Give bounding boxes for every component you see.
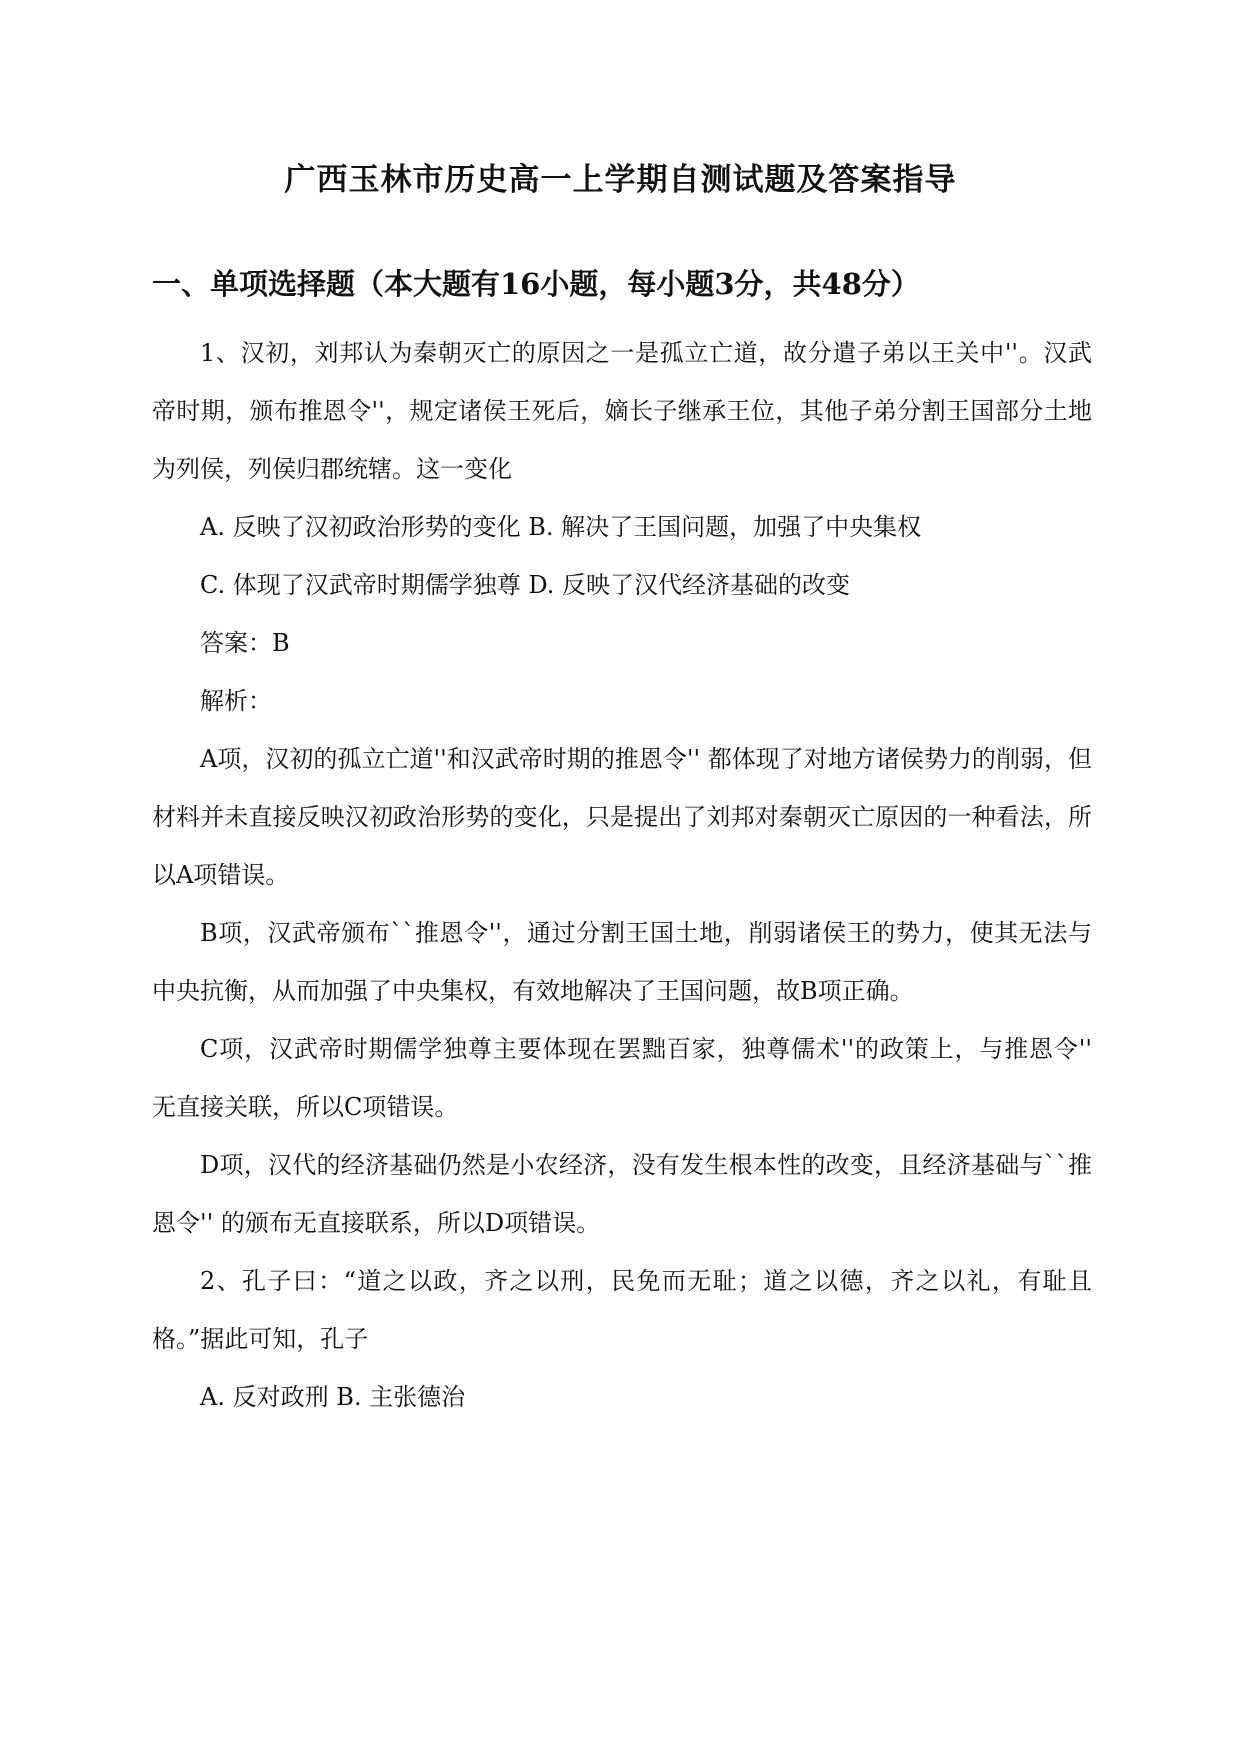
question-1-stem: 1、汉初，刘邦认为秦朝灭亡的原因之一是孤立亡道，故分遣子弟以王关中''。汉武帝时期，颁布推恩令''，规定诸侯王死后，嫡长子继承王位，其他子弟分割王国部分土地为列侯，列侯归郡统辖。这一变化	[152, 339, 1092, 483]
document-title: 广西玉林市历史高一上学期自测试题及答案指导	[284, 162, 957, 198]
question-1-answer: 答案：B	[200, 629, 290, 657]
question-1-analysis-label: 解析：	[200, 687, 272, 715]
question-1-analysis-d: D项，汉代的经济基础仍然是小农经济，没有发生根本性的改变，且经济基础与``推恩令'' 的颁布无直接联系，所以D项错误。	[152, 1151, 1092, 1237]
question-1-analysis-b: B项，汉武帝颁布``推恩令''，通过分割王国土地，削弱诸侯王的势力，使其无法与中央抗衡，从而加强了中央集权，有效地解决了王国问题，故B项正确。	[152, 919, 1092, 1005]
question-2-options-ab: A. 反对政刑 B. 主张德治	[200, 1383, 466, 1411]
question-1-analysis-a: A项，汉初的孤立亡道''和汉武帝时期的推恩令'' 都体现了对地方诸侯势力的削弱，但材料并未直接反映汉初政治形势的变化，只是提出了刘邦对秦朝灭亡原因的一种看法，所以A项错误。	[152, 745, 1092, 889]
question-1-options-ab: A. 反映了汉初政治形势的变化 B. 解决了王国问题，加强了中央集权	[200, 513, 922, 541]
question-1-analysis-c: C项，汉武帝时期儒学独尊主要体现在罢黜百家，独尊儒术''的政策上，与推恩令'' 无直接关联，所以C项错误。	[152, 1035, 1092, 1121]
document-body	[152, 324, 1092, 1426]
section-heading: 一、单项选择题（本大题有16小题，每小题3分，共48分）	[152, 267, 920, 301]
question-2-stem: 2、孔子曰：“道之以政，齐之以刑，民免而无耻；道之以德，齐之以礼，有耻且格。”据此可知，孔子	[152, 1267, 1092, 1353]
question-1-options-cd: C. 体现了汉武帝时期儒学独尊 D. 反映了汉代经济基础的改变	[200, 571, 851, 599]
